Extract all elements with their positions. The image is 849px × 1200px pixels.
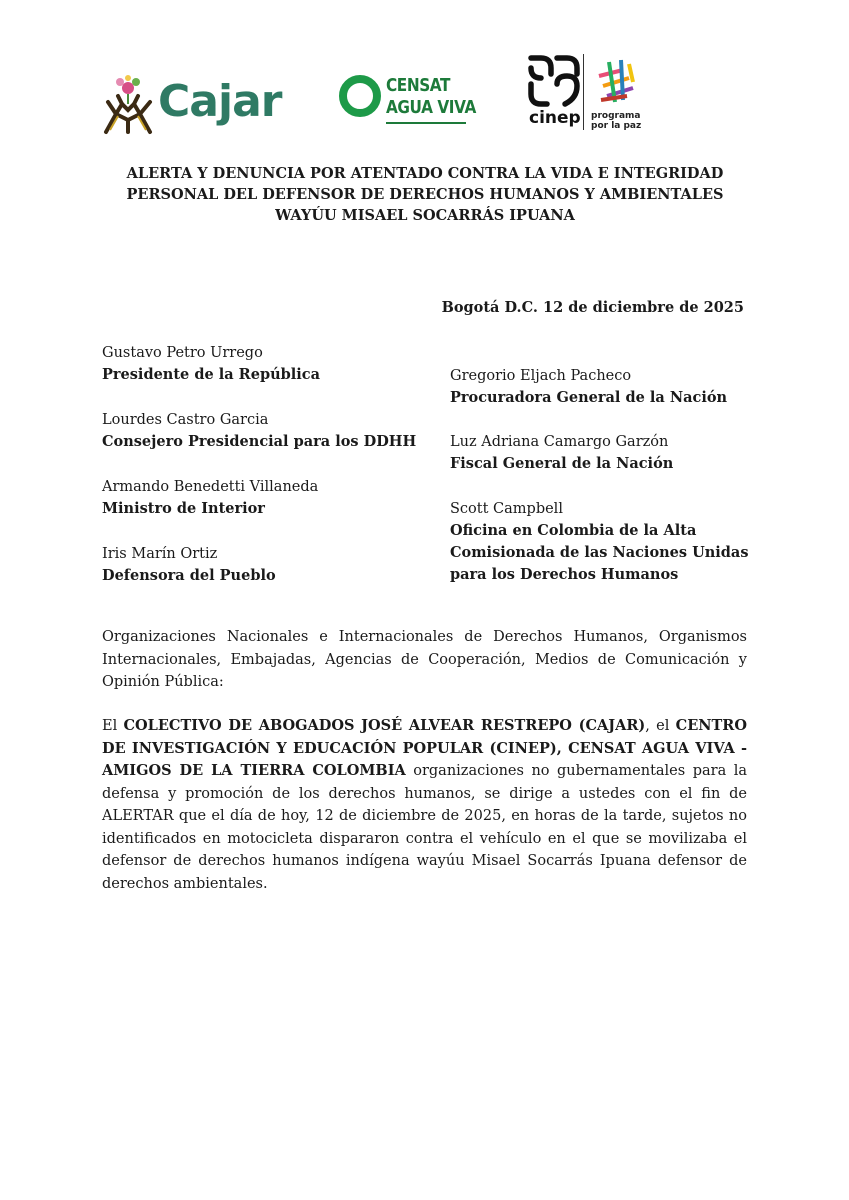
cinep-program-line2: por la paz (591, 121, 642, 131)
addressee-name: Gustavo Petro Urrego (102, 345, 263, 361)
censat-logo-line2: AGUA VIVA (386, 97, 476, 118)
cajar-logo (100, 70, 285, 138)
body-text: El (102, 718, 124, 734)
addressee-procurator (450, 365, 760, 409)
title-line-3: WAYÚU MISAEL SOCARRÁS IPUANA (275, 207, 575, 224)
body-bold-text: CENTRO DE INVESTIGACIÓN Y EDUCACIÓN POPULAR (CINEP), CENSAT AGUA VIVA - AMIGOS DE LA TIERRA COLOMBIA (102, 717, 747, 779)
cinep-logo (525, 52, 660, 134)
cinep-program-line1: programa (591, 111, 641, 121)
addressee-name: Lourdes Castro Garcia (102, 412, 269, 428)
addressee-attorney-general (450, 431, 760, 475)
document-date: Bogotá D.C. 12 de diciembre de 2025 (441, 299, 744, 316)
title-line-1: ALERTA Y DENUNCIA POR ATENTADO CONTRA LA VIDA E INTEGRIDAD (126, 165, 724, 182)
addressee-role: Procuradora General de la Nación (450, 389, 728, 406)
censat-logo-line1: CENSAT (386, 75, 451, 96)
body-text: , el (645, 718, 676, 734)
addressee-name: Scott Campbell (450, 501, 563, 517)
cajar-logo-text: Cajar (158, 76, 282, 127)
body-paragraph (102, 715, 747, 895)
tree-figures-icon (100, 70, 158, 138)
addressee-name: Luz Adriana Camargo Garzón (450, 434, 669, 450)
addressee-ombudsman (102, 543, 276, 587)
addressee-role: Oficina en Colombia de la Alta Comisionada de las Naciones Unidas para los Derechos Humanos (450, 522, 749, 583)
body-bold-text: COLECTIVO DE ABOGADOS JOSÉ ALVEAR RESTREPO (CAJAR) (123, 717, 646, 734)
addressee-name: Iris Marín Ortiz (102, 546, 218, 562)
colorful-ribbons-icon (593, 56, 639, 108)
title-line-2: PERSONAL DEL DEFENSOR DE DERECHOS HUMANOS Y AMBIENTALES (126, 186, 724, 203)
cinep-logo-text: cinep (529, 108, 581, 128)
addressee-un-office (450, 498, 760, 586)
ring-icon (338, 74, 382, 118)
addressee-president (102, 342, 320, 386)
censat-logo (338, 72, 478, 132)
body-text: organizaciones no gubernamentales para la defensa y promoción de los derechos humanos, se dirige a ustedes con el fin de ALERTAR que el día de hoy, 12 de diciembre de 2025, en horas de la tarde, sujetos no identificados en motocicleta dispararon contra el vehículo en el que se movilizaba el defensor de derechos humanos indígena wayúu Misael Socarrás Ipuana defensor de derechos ambientales. (102, 763, 748, 892)
addressee-role: Presidente de la República (102, 366, 321, 383)
addressee-name: Armando Benedetti Villaneda (102, 479, 319, 495)
addressee-role: Consejero Presidencial para los DDHH (102, 433, 417, 450)
addressee-role: Fiscal General de la Nación (450, 455, 674, 472)
cinep-divider (583, 54, 584, 130)
general-addressees-paragraph: Organizaciones Nacionales e Internacionales de Derechos Humanos, Organismos Internacionales, Embajadas, Agencias de Cooperación, Medios de Comunicación y Opinión Pública: (102, 629, 747, 690)
document-title (95, 163, 755, 226)
addressee-role: Ministro de Interior (102, 500, 265, 517)
addressee-name: Gregorio Eljach Pacheco (450, 368, 632, 384)
cinep-mark-icon (527, 54, 581, 108)
censat-underline (386, 122, 466, 124)
addressee-role: Defensora del Pueblo (102, 567, 276, 584)
addressee-interior-minister (102, 476, 318, 520)
addressee-ddhh-advisor (102, 409, 416, 453)
